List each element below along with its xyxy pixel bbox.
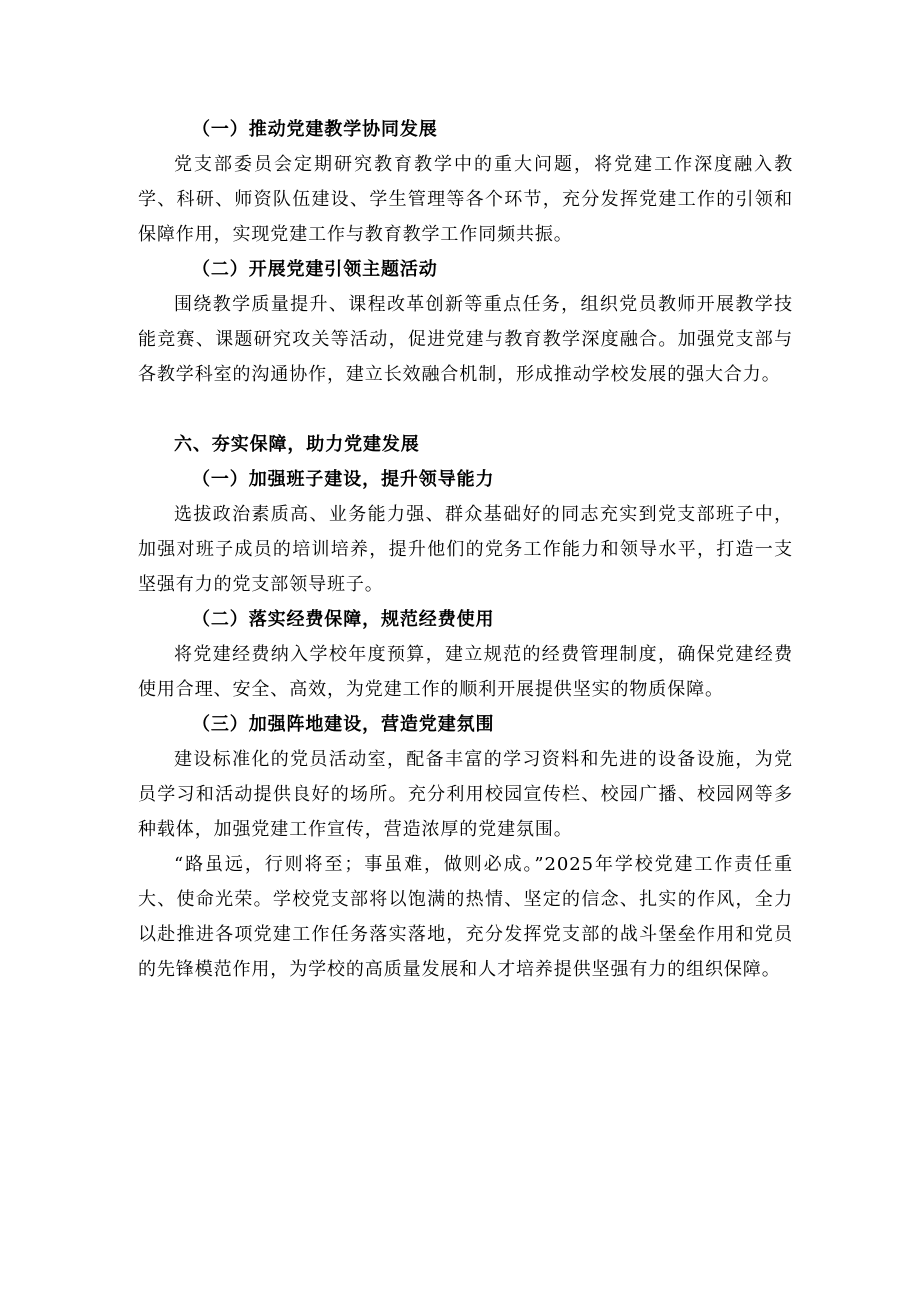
subheading-position-building: （三）加强阵地建设，营造党建氛围 bbox=[192, 714, 495, 735]
subheading-promote-coordination: （一）推动党建教学协同发展 bbox=[192, 119, 438, 140]
subheading-funding: （二）落实经费保障，规范经费使用 bbox=[192, 609, 495, 630]
subheading-team-building: （一）加强班子建设，提升领导能力 bbox=[192, 469, 495, 490]
paragraph-closing: “路虽远，行则将至；事虽难，做则必成。”2025年学校党建工作责任重大、使命光荣。学校党支部将以饱满的热情、坚定的信念、扎实的作风，全力以赴推进各项党建工作任务落实落地，充分发挥党支部的战斗堡垒作用和党员的先锋模范作用，为学校的高质量发展和人才培养提供坚强有力的组织保障。 bbox=[138, 854, 793, 980]
paragraph-committee-research: 党支部委员会定期研究教育教学中的重大问题，将党建工作深度融入教学、科研、师资队伍建设、学生管理等各个环节，充分发挥党建工作的引领和保障作用，实现党建工作与教育教学工作同频共振。 bbox=[138, 154, 793, 245]
section-heading-guarantee: 六、夯实保障，助力党建发展 bbox=[174, 434, 420, 455]
paragraph-activity-room: 建设标准化的党员活动室，配备丰富的学习资料和先进的设备设施，为党员学习和活动提供良好的场所。充分利用校园宣传栏、校园广播、校园网等多种载体，加强党建工作宣传，营造浓厚的党建氛围。 bbox=[138, 749, 793, 840]
paragraph-select-members: 选拔政治素质高、业务能力强、群众基础好的同志充实到党支部班子中，加强对班子成员的培训培养，提升他们的党务工作能力和领导水平，打造一支坚强有力的党支部领导班子。 bbox=[138, 504, 793, 595]
paragraph-teaching-quality: 围绕教学质量提升、课程改革创新等重点任务，组织党员教师开展教学技能竞赛、课题研究攻关等活动，促进党建与教育教学深度融合。加强党支部与各教学科室的沟通协作，建立长效融合机制，形成推动学校发展的强大合力。 bbox=[138, 294, 793, 385]
paragraph-budget: 将党建经费纳入学校年度预算，建立规范的经费管理制度，确保党建经费使用合理、安全、高效，为党建工作的顺利开展提供坚实的物质保障。 bbox=[138, 644, 793, 700]
subheading-theme-activities: （二）开展党建引领主题活动 bbox=[192, 259, 438, 280]
